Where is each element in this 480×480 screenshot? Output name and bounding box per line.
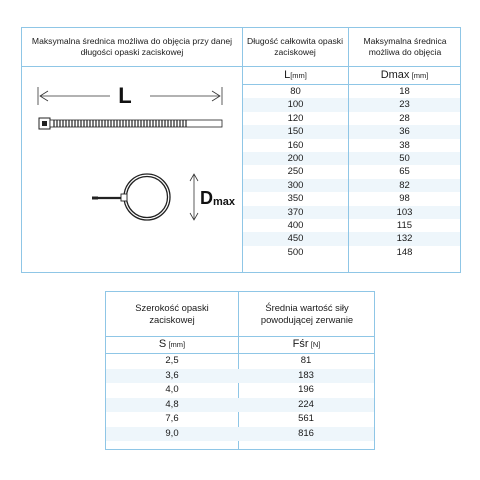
table-row	[243, 192, 460, 205]
table-row	[106, 398, 374, 413]
force-value: 196	[298, 384, 314, 395]
length-value: 370	[287, 206, 304, 218]
length-value: 120	[287, 112, 304, 124]
force-value: 81	[300, 355, 312, 366]
diameter-value: 36	[399, 126, 410, 138]
length-value: 150	[287, 126, 304, 138]
diameter-value: 148	[396, 246, 413, 258]
diameter-value: 18	[399, 86, 410, 97]
length-value: 250	[287, 166, 304, 178]
force-value: 816	[298, 427, 314, 439]
length-value: 80	[290, 86, 301, 97]
tie-strap	[50, 120, 222, 127]
header-total-length: Długość całkowita opaski zaciskowej	[246, 36, 343, 57]
tie-loop	[124, 174, 170, 220]
diameter-label: Dmax	[200, 188, 236, 208]
length-value: 200	[287, 152, 304, 164]
unit-width: S [mm]	[158, 338, 186, 350]
diameter-value: 103	[396, 206, 413, 218]
length-value: 500	[287, 246, 304, 258]
table-row	[243, 206, 460, 219]
width-value: 3,6	[165, 369, 179, 381]
unit-diameter: Dmax [mm]	[380, 69, 429, 81]
table-row	[106, 383, 374, 398]
length-value: 160	[287, 139, 304, 151]
table-breaking-force	[105, 291, 375, 450]
table-row	[243, 125, 460, 138]
table-row	[243, 152, 460, 165]
table-row	[243, 85, 460, 98]
unit-force: Fśr [N]	[292, 338, 321, 350]
force-value: 224	[298, 398, 314, 410]
table-row	[243, 219, 460, 232]
width-value: 9,0	[165, 427, 179, 439]
diameter-value: 38	[399, 139, 410, 151]
diameter-value: 82	[399, 179, 410, 191]
table-row	[106, 427, 374, 442]
diameter-value: 28	[399, 112, 410, 124]
width-value: 7,6	[165, 413, 179, 424]
table-row	[243, 165, 460, 178]
table-row	[106, 369, 374, 384]
header-max-diameter: Maksymalna średnica możliwa do objęcia	[363, 36, 447, 57]
force-value: 561	[298, 413, 314, 424]
diameter-value: 23	[399, 99, 410, 111]
diameter-value: 50	[399, 152, 410, 164]
length-value: 300	[287, 179, 304, 191]
length-label: L	[118, 83, 132, 108]
table-row	[243, 232, 460, 245]
header-breaking-force: Średnia wartość siły powodującej zerwanie	[260, 302, 354, 325]
length-value: 350	[287, 193, 304, 205]
header-diagram-caption: Maksymalna średnica możliwa do objęcia przy danej długości opaski zaciskowej	[31, 36, 233, 57]
table-row	[243, 246, 460, 259]
table-row	[243, 112, 460, 125]
header-tie-width: Szerokość opaski zaciskowej	[135, 302, 209, 325]
table-row	[243, 139, 460, 152]
table-row	[106, 412, 374, 427]
diameter-value: 98	[399, 193, 410, 205]
table-row	[106, 354, 374, 369]
diameter-value: 65	[399, 166, 410, 178]
cable-tie-diagram	[22, 67, 242, 272]
table-body	[106, 354, 374, 441]
length-value: 450	[287, 233, 304, 245]
diameter-value: 132	[396, 233, 413, 245]
unit-length: L[mm]	[284, 69, 307, 81]
force-value: 183	[298, 369, 314, 381]
table-row	[243, 179, 460, 192]
table-max-diameter	[21, 27, 461, 273]
table-body	[243, 85, 460, 259]
length-value: 400	[287, 219, 304, 231]
width-value: 4,8	[165, 398, 179, 410]
length-value: 100	[287, 99, 304, 111]
width-value: 4,0	[165, 384, 179, 395]
table-row	[243, 98, 460, 111]
diameter-value: 115	[396, 219, 413, 231]
width-value: 2,5	[165, 355, 179, 366]
